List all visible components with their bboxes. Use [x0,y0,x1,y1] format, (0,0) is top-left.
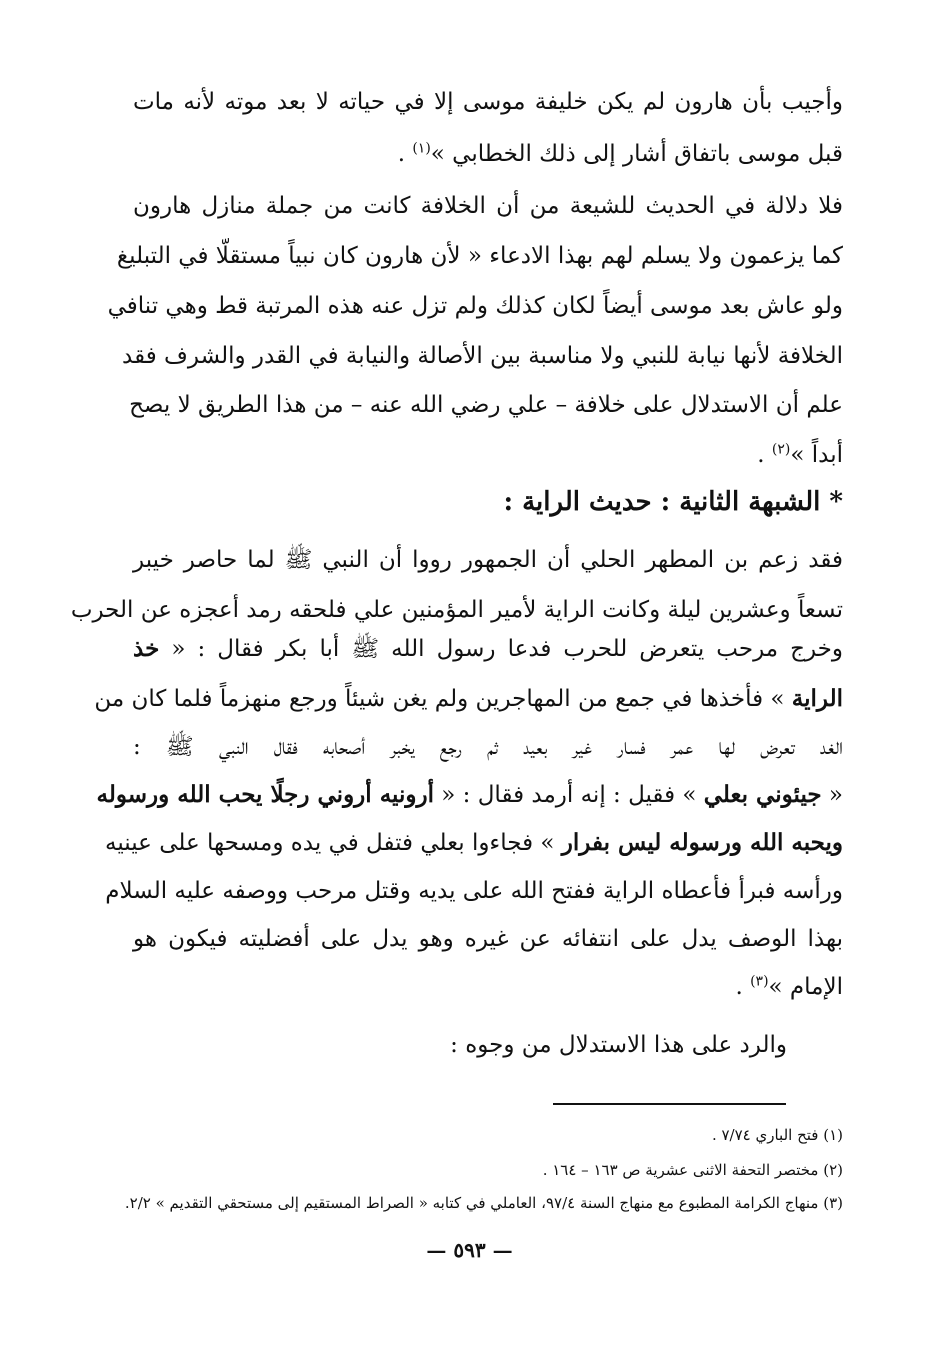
paragraph-2-line-3: ولو عاش بعد موسى أيضاً لكان كذلك ولم تزل عنه هذه المرتبة قط وهي تنافي [107,293,843,319]
text-segment: الإمام » [768,974,843,1000]
paragraph-1-line-2 [133,139,843,169]
footnote-ref-1: (١) [412,140,431,157]
hadith-quote: أرونيه أروني رجلًا يحب الله ورسوله [96,781,434,808]
paragraph-3-line-7 [105,828,843,858]
paragraph-2-line-4: الخلافة لأنها نيابة للنبي ولا مناسبة بين الأصالة والنيابة في القدر والشرف فقد [122,343,843,369]
footnote-ref-3: (٣) [750,973,769,990]
text-segment: « [821,782,843,808]
paragraph-3-line-3 [133,634,843,664]
paragraph-2-line-5: علم أن الاستدلال على خلافة – علي رضي الله عنه – من هذا الطريق لا يصح [129,392,843,418]
text-segment: وخرج مرحب يتعرض للحرب فدعا رسول الله ﷺ أبا بكر فقال : « [159,636,843,662]
hadith-quote: خذ [133,635,160,662]
text-segment: . [397,141,413,167]
paragraph-4-line-1: والرد على هذا الاستدلال من وجوه : [450,1032,787,1058]
paragraph-3-line-5: الغد تعرض لها عمر فسار غير بعيد ثم رجع يخبر أصحابه فقال النبي ﷺ : [133,734,843,760]
text-segment: » فقيل : إنه أرمد فقال : « [433,782,704,808]
paragraph-2-line-6 [133,440,843,470]
paragraph-3-line-6 [96,780,843,810]
page-number: — ٥٩٣ — [426,1238,513,1262]
text-segment: . [735,974,751,1000]
footnote-1: (١) فتح الباري ٧/٧٤ . [711,1126,843,1144]
hadith-quote: جيئوني بعلي [703,781,822,808]
paragraph-2-line-2: كما يزعمون ولا يسلم لهم بهذا الادعاء « لأن هارون كان نبياً مستقلّا في التبليغ [116,243,843,269]
paragraph-1-line-1: وأجيب بأن هارون لم يكن خليفة موسى إلا في حياته لا بعد موته لأنه مات [133,89,843,115]
hadith-quote: ويحبه الله ورسوله ليس بفرار [561,829,843,856]
paragraph-3-line-4 [94,684,843,714]
footnote-3: (٣) منهاج الكرامة المطبوع مع منهاج السنة ٩٧/٤، العاملي في كتابه « الصراط المستقيم إلى مستحقي التقديم » ٢/٢. [124,1194,843,1212]
paragraph-3-line-1: فقد زعم بن المطهر الحلي أن الجمهور رووا أن النبي ﷺ لما حاصر خيبر [133,547,843,573]
paragraph-3-line-9: بهذا الوصف يدل على انتفائه عن غيره وهو يدل على أفضليته فيكون هو [133,926,843,952]
footnote-separator [553,1103,786,1105]
text-segment: أبداً » [790,442,843,468]
paragraph-3-line-2: تسعاً وعشرين ليلة وكانت الراية لأمير المؤمنين علي فلحقه رمد أعجزه عن الحرب [70,597,843,623]
text-segment: » فأخذها في جمع من المهاجرين ولم يغن شيئاً ورجع منهزماً فلما كان من [94,686,792,712]
paragraph-2-line-1: فلا دلالة في الحديث للشيعة من أن الخلافة كانت من جملة منازل هارون [133,193,843,219]
text-segment: . [757,442,772,468]
section-heading: * الشبهة الثانية : حديث الراية : [503,487,843,517]
hadith-quote: الراية [791,685,843,712]
footnote-2: (٢) مختصر التحفة الاثنى عشرية ص ١٦٣ – ١٦٤ . [542,1161,843,1179]
paragraph-3-line-8: ورأسه فبرأ فأعطاه الراية ففتح الله على يديه وقتل مرحب ووصفه عليه السلام [105,878,843,904]
text-segment: » فجاءوا بعلي فتفل في يده ومسحها على عينيه [105,830,562,856]
text-segment: قبل موسى باتفاق أشار إلى ذلك الخطابي » [430,141,843,167]
footnote-ref-2: (٢) [771,441,791,458]
paragraph-3-line-10 [133,972,843,1002]
